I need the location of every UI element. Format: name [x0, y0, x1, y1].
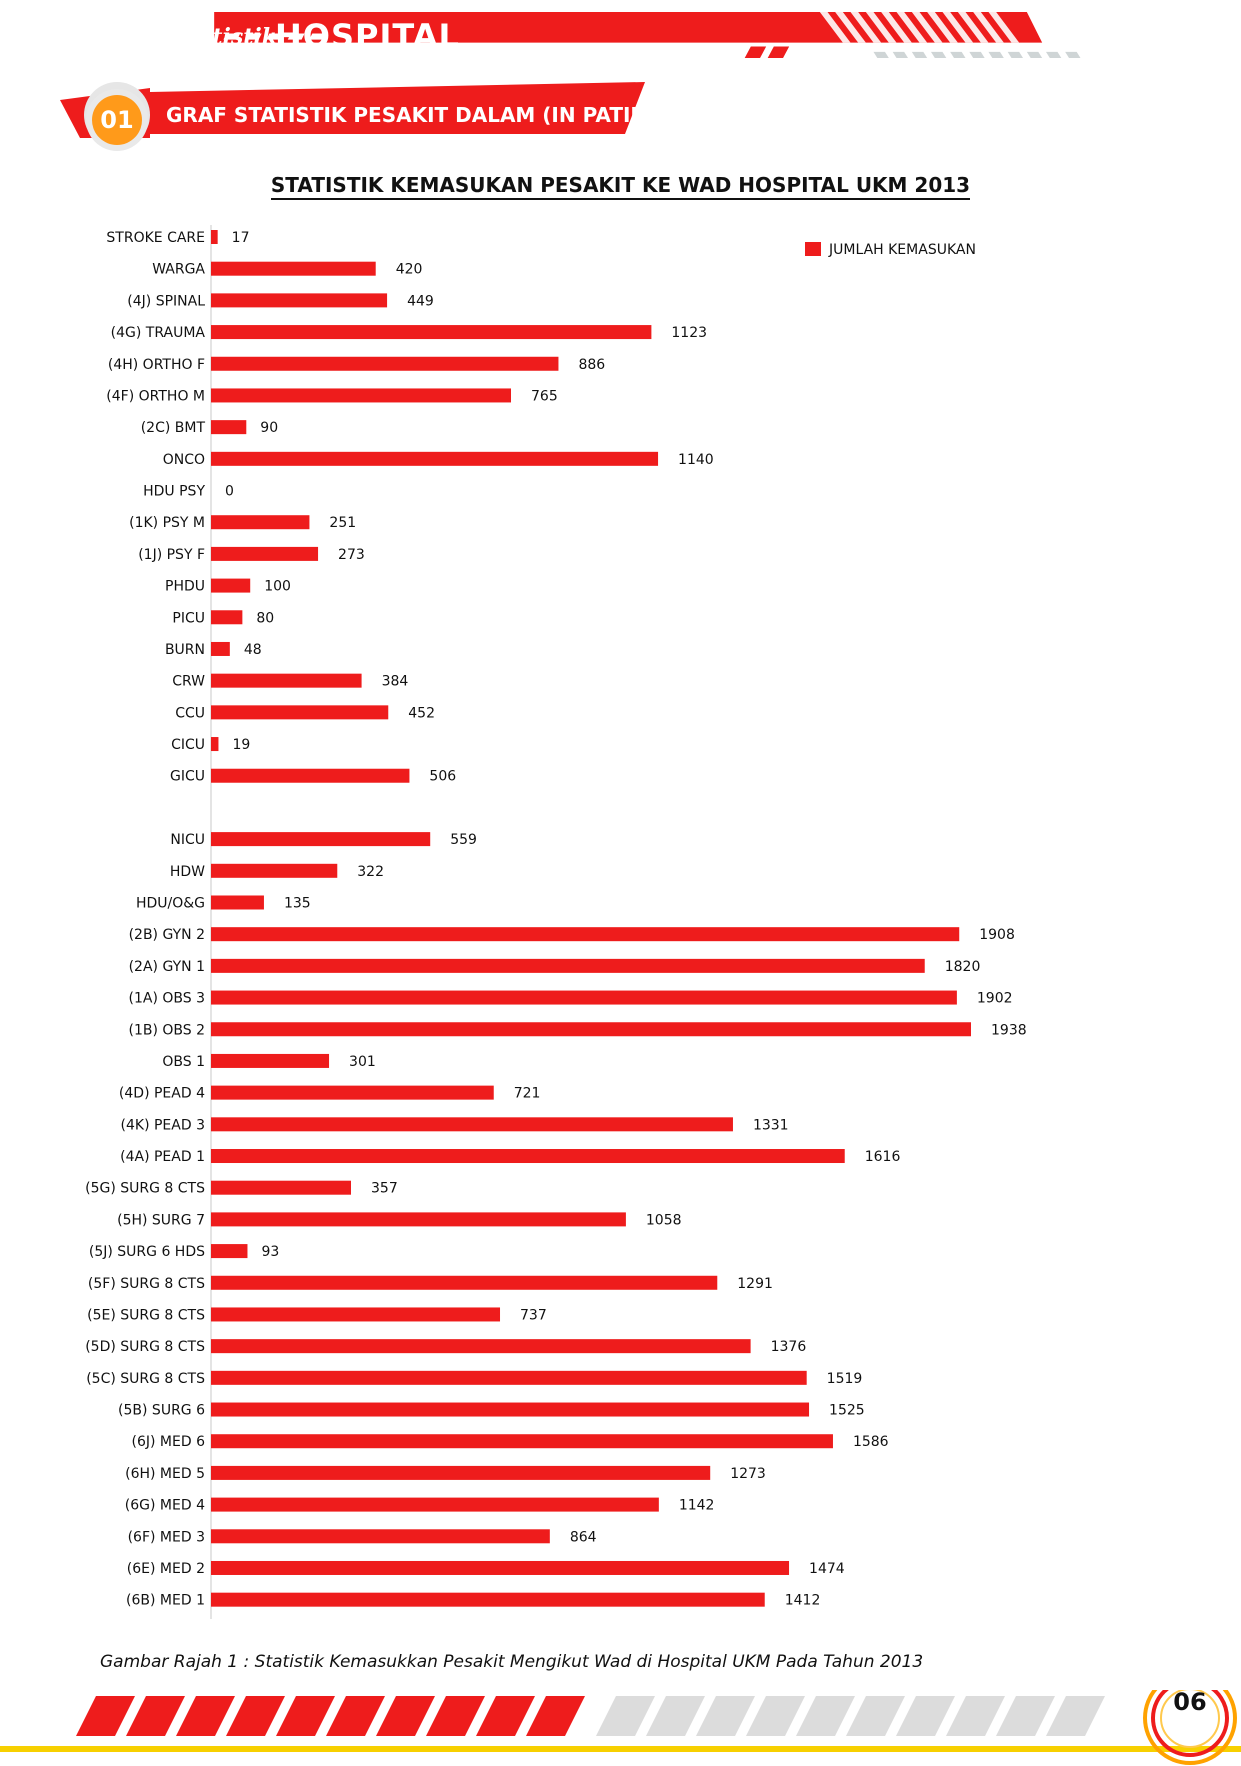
category-label: (6G) MED 4	[124, 1497, 205, 1514]
bar	[211, 674, 362, 688]
data-label: 384	[381, 673, 409, 690]
bar	[211, 1593, 765, 1607]
bar	[211, 1434, 833, 1448]
data-label: 1412	[784, 1592, 821, 1609]
category-label: (5D) SURG 8 CTS	[85, 1339, 205, 1356]
bar	[211, 1244, 247, 1258]
section-title: GRAF STATISTIK PESAKIT DALAM (IN PATIENT)	[166, 103, 684, 127]
data-label: 1902	[976, 990, 1013, 1007]
data-label: 1123	[671, 325, 708, 342]
legend-swatch	[805, 242, 821, 256]
category-label: STROKE CARE	[106, 230, 205, 246]
bar	[211, 1307, 500, 1321]
bar	[211, 610, 242, 624]
category-label: (6H) MED 5	[125, 1465, 205, 1482]
bar	[211, 769, 409, 783]
data-label: 48	[243, 641, 262, 658]
header-title: HOSPITAL	[275, 17, 460, 55]
bar	[211, 1054, 329, 1068]
data-label: 301	[349, 1053, 376, 1070]
data-label: 100	[264, 578, 291, 595]
bar	[211, 262, 376, 276]
data-label: 864	[569, 1529, 597, 1546]
data-label: 80	[256, 610, 275, 627]
category-label: PHDU	[165, 578, 205, 595]
data-label: 1142	[678, 1497, 715, 1514]
data-label: 1525	[829, 1402, 865, 1419]
category-label: (6J) MED 6	[131, 1434, 205, 1451]
category-label: (5J) SURG 6 HDS	[88, 1244, 205, 1261]
category-label: (4F) ORTHO M	[106, 388, 205, 405]
bar	[211, 895, 264, 909]
data-label: 765	[531, 388, 558, 405]
section-number-badge: 01	[92, 95, 142, 145]
data-label: 1616	[864, 1149, 901, 1166]
bar	[211, 1276, 717, 1290]
bar	[211, 293, 387, 307]
bar	[211, 642, 230, 656]
category-label: WARGA	[152, 261, 205, 278]
data-label: 1586	[852, 1434, 889, 1451]
category-label: (1A) OBS 3	[128, 990, 205, 1007]
bar	[211, 579, 250, 593]
bar	[211, 1466, 710, 1480]
data-label: 90	[260, 420, 279, 437]
data-label: 1331	[752, 1117, 789, 1134]
category-label: (6F) MED 3	[127, 1529, 205, 1546]
bar	[211, 325, 651, 339]
data-label: 1908	[979, 927, 1015, 944]
data-label: 1273	[730, 1465, 766, 1482]
data-label: 886	[578, 356, 606, 373]
bar	[211, 1403, 809, 1417]
category-label: (5B) SURG 6	[118, 1402, 205, 1419]
category-label: GICU	[170, 768, 205, 785]
bar	[211, 927, 959, 941]
bar	[211, 959, 925, 973]
category-label: (1B) OBS 2	[128, 1022, 205, 1039]
data-label: 322	[357, 863, 385, 880]
data-label: 559	[450, 832, 477, 849]
category-label: (2C) BMT	[140, 420, 205, 437]
category-label: (4K) PEAD 3	[120, 1117, 205, 1134]
category-label: (5F) SURG 8 CTS	[87, 1275, 205, 1292]
category-label: (4D) PEAD 4	[118, 1085, 205, 1102]
bar	[211, 357, 558, 371]
category-label: (6E) MED 2	[126, 1560, 205, 1577]
figure-caption: Gambar Rajah 1 : Statistik Kemasukkan Pesakit Mengikut Wad di Hospital UKM Pada Tahun 2013	[100, 1652, 924, 1672]
bar	[211, 230, 218, 244]
data-label: 449	[407, 293, 434, 310]
category-label: NICU	[170, 832, 205, 849]
data-label: 1058	[645, 1212, 682, 1229]
data-label: 357	[371, 1180, 398, 1197]
data-label: 1291	[737, 1275, 773, 1292]
data-label: 721	[513, 1085, 541, 1102]
bar	[211, 1339, 751, 1353]
data-label: 1474	[809, 1560, 845, 1577]
chart-title-text: STATISTIK KEMASUKAN PESAKIT KE WAD HOSPITAL UKM 2013	[271, 173, 970, 200]
category-label: (1J) PSY F	[138, 546, 205, 563]
category-label: (4A) PEAD 1	[120, 1149, 205, 1166]
category-label: CCU	[175, 705, 205, 722]
bar	[211, 388, 511, 402]
data-label: 737	[520, 1307, 547, 1324]
category-label: (5C) SURG 8 CTS	[86, 1370, 205, 1387]
data-label: 273	[338, 546, 365, 563]
category-label: (1K) PSY M	[129, 515, 205, 532]
category-label: (5E) SURG 8 CTS	[87, 1307, 205, 1324]
category-label: BURN	[164, 641, 205, 658]
category-label: (2A) GYN 1	[128, 958, 205, 975]
category-label: (4G) TRAUMA	[110, 325, 205, 342]
category-label: (5G) SURG 8 CTS	[85, 1180, 205, 1197]
page-number: 06	[1173, 1688, 1207, 1716]
category-label: (4H) ORTHO F	[107, 356, 205, 373]
footer-stripes	[0, 1690, 1241, 1766]
data-label: 506	[429, 768, 457, 785]
bar	[211, 1498, 659, 1512]
bar	[211, 1117, 733, 1131]
category-label: HDU/O&G	[135, 895, 205, 912]
category-label: PICU	[172, 610, 205, 627]
bar	[211, 420, 246, 434]
data-label: 251	[329, 515, 357, 532]
category-label: (2B) GYN 2	[128, 927, 205, 944]
bar	[211, 515, 309, 529]
category-label: HDU PSY	[143, 483, 205, 500]
category-label: CRW	[172, 673, 205, 690]
data-label: 19	[232, 737, 251, 754]
bar	[211, 991, 957, 1005]
bar	[211, 1529, 550, 1543]
category-label: OBS 1	[162, 1053, 205, 1070]
category-label: ONCO	[162, 451, 205, 468]
legend-label: JUMLAH KEMASUKAN	[829, 242, 976, 258]
data-label: 1938	[991, 1022, 1027, 1039]
bar	[211, 547, 318, 561]
bar	[211, 1149, 845, 1163]
data-label: 1519	[826, 1370, 863, 1387]
data-label: 1376	[770, 1339, 807, 1356]
category-label: CICU	[171, 737, 205, 754]
bar	[211, 1561, 789, 1575]
bar	[211, 452, 658, 466]
chart-title	[0, 173, 1241, 197]
bar	[211, 1371, 807, 1385]
bar	[211, 737, 218, 751]
bar	[211, 864, 337, 878]
data-label: 17	[231, 230, 250, 246]
bar	[211, 1022, 971, 1036]
category-label: HDW	[169, 863, 205, 880]
data-label: 0	[225, 483, 234, 500]
bar	[211, 832, 430, 846]
category-label: (5H) SURG 7	[117, 1212, 205, 1229]
bar	[211, 1181, 351, 1195]
bar-chart	[0, 220, 1241, 1640]
bar	[211, 1086, 494, 1100]
category-label: (4J) SPINAL	[127, 293, 205, 310]
data-label: 452	[408, 705, 435, 722]
header-small-label: Statistik	[172, 24, 277, 50]
category-label: (6B) MED 1	[126, 1592, 205, 1609]
bar	[211, 705, 388, 719]
data-label: 135	[283, 895, 311, 912]
data-label: 1820	[944, 958, 981, 975]
bar	[211, 1212, 626, 1226]
data-label: 93	[261, 1244, 280, 1261]
data-label: 1140	[678, 451, 714, 468]
data-label: 420	[395, 261, 423, 278]
